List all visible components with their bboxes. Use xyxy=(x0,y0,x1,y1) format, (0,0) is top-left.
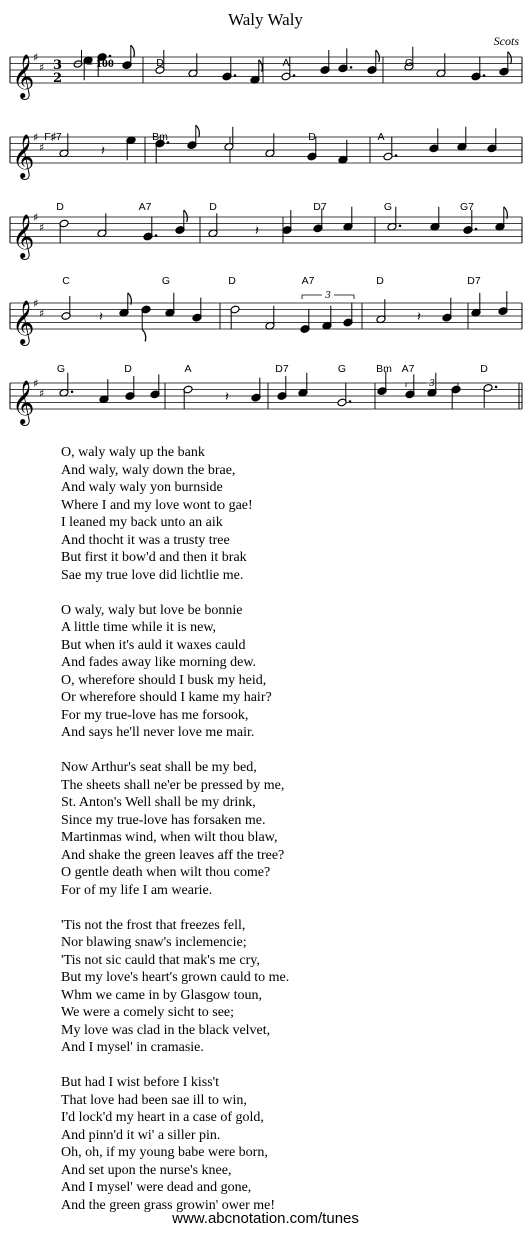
time-signature-num: 3 xyxy=(53,58,63,73)
lyric-line: And shake the green leaves aff the tree? xyxy=(61,847,285,863)
lyric-line: That love had been sae ill to win, xyxy=(61,1092,247,1108)
lyric-line: Nor blawing snaw's inclemencie; xyxy=(61,935,247,950)
lyrics xyxy=(61,444,289,1232)
chord-symbol: A7 xyxy=(301,275,315,287)
lyric-line: For my true-love has me forsook, xyxy=(61,707,249,723)
sharp-icon: ♯ xyxy=(39,140,45,154)
sharp-icon: ♯ xyxy=(33,297,39,310)
lyric-line: O gentle death when wilt thou come? xyxy=(61,865,271,880)
lyric-line: Whm we came in by Glasgow toun, xyxy=(61,987,263,1003)
chord-symbol: A7 xyxy=(138,201,152,213)
lyric-line: 'Tis not the frost that freezes fell, xyxy=(61,917,246,933)
chord-symbol: A xyxy=(282,57,290,69)
flag xyxy=(508,52,512,64)
dot xyxy=(495,386,498,389)
lyric-line: And set upon the nurse's knee, xyxy=(61,1162,232,1178)
chord-symbol: D xyxy=(124,363,132,375)
chord-symbol: G7 xyxy=(459,201,475,213)
time-signature-den: 2 xyxy=(53,71,63,86)
sharp-icon: ♯ xyxy=(39,306,45,320)
lyric-line: Now Arthur's seat shall be my bed, xyxy=(61,760,257,775)
flag xyxy=(196,125,200,137)
stanza xyxy=(61,917,289,1057)
lyric-line: A little time while it is new, xyxy=(61,620,217,635)
dot xyxy=(350,66,353,69)
quarter-rest-icon: 𝄽 xyxy=(255,224,259,239)
dot xyxy=(475,228,478,231)
chord-symbol: D xyxy=(308,131,316,143)
chord-symbol: D xyxy=(156,57,164,69)
treble-clef-icon: 𝄞 xyxy=(12,134,35,178)
stanza xyxy=(61,759,289,899)
dot xyxy=(234,74,237,77)
triplet-number: 3 xyxy=(429,379,435,389)
dot xyxy=(483,74,486,77)
lyric-line: Sae my true love did lichtlie me. xyxy=(61,567,244,583)
lyric-line: St. Anton's Well shall be my drink, xyxy=(61,795,256,810)
lyric-line: For of my life I am wearie. xyxy=(61,882,213,898)
lyric-line: I'd lock'd my heart in a case of gold, xyxy=(61,1110,264,1125)
lyric-line: And waly, waly down the brae, xyxy=(61,462,236,478)
lyric-line: And thocht it was a trusty tree xyxy=(61,532,230,548)
dot xyxy=(71,390,74,393)
chord-symbol: G xyxy=(161,275,171,287)
sharp-icon: ♯ xyxy=(33,377,39,390)
sharp-icon: ♯ xyxy=(39,386,45,400)
lyric-line: O, waly waly up the bank xyxy=(61,445,205,460)
lyric-line: I leaned my back unto an aik xyxy=(61,515,223,530)
triplet-number: 3 xyxy=(325,291,331,301)
sheet-music xyxy=(0,0,531,430)
treble-clef-icon: 𝄞 xyxy=(12,300,35,344)
lyric-line: But my love's heart's grown cauld to me. xyxy=(61,970,290,985)
sharp-icon: ♯ xyxy=(33,211,39,224)
lyric-line: But had I wist before I kiss't xyxy=(61,1075,220,1090)
chord-symbol: A xyxy=(184,363,192,375)
lyric-line: 'Tis not sic cauld that mak's me cry, xyxy=(61,952,260,968)
quarter-rest-icon: 𝄽 xyxy=(225,390,229,405)
quarter-rest-icon: 𝄽 xyxy=(99,310,103,325)
lyric-line: O, wherefore should I busk my heid, xyxy=(61,672,267,688)
chord-symbol: D xyxy=(376,275,384,287)
flag xyxy=(376,50,380,62)
staff-layer xyxy=(10,51,522,426)
lyric-line: And I mysel' in cramasie. xyxy=(61,1040,204,1055)
treble-clef-icon: 𝄞 xyxy=(12,214,35,258)
quarter-rest-icon: 𝄽 xyxy=(101,144,105,159)
sharp-icon: ♯ xyxy=(39,60,45,74)
chord-symbol: F♯7 xyxy=(44,131,62,143)
dot xyxy=(293,74,296,77)
footer-url[interactable]: www.abcnotation.com/tunes xyxy=(172,1210,359,1227)
sharp-icon: ♯ xyxy=(39,220,45,234)
dot xyxy=(399,224,402,227)
lyric-line: Where I and my love wont to gae! xyxy=(61,497,253,513)
flag xyxy=(131,45,135,57)
flag xyxy=(142,330,146,342)
chord-symbol: Bm xyxy=(376,363,392,375)
triplet-bracket xyxy=(302,291,354,301)
staff-system xyxy=(10,211,522,260)
lyric-line: And fades away like morning dew. xyxy=(61,655,257,670)
chord-symbol: D xyxy=(56,201,64,213)
tempo-text: = 100 xyxy=(86,56,114,70)
lyric-line: Oh, oh, if my young babe were born, xyxy=(61,1145,268,1160)
chord-symbol: D7 xyxy=(313,201,327,213)
chord-symbol: A xyxy=(377,131,385,143)
note-group xyxy=(59,371,497,409)
lyric-line: And waly waly yon burnside xyxy=(61,480,223,495)
lyric-line: And I mysel' were dead and gone, xyxy=(61,1180,252,1195)
chord-symbol: D xyxy=(480,363,488,375)
stanza xyxy=(61,444,289,584)
dot xyxy=(349,400,352,403)
chord-symbol: G xyxy=(56,363,66,375)
quarter-rest-icon: 𝄽 xyxy=(417,310,421,325)
chord-symbol: G xyxy=(337,363,347,375)
chord-symbol: Bm xyxy=(152,131,168,143)
dot xyxy=(395,154,398,157)
stanza xyxy=(61,602,289,742)
lyric-line: And says he'll never love me mair. xyxy=(61,725,255,740)
chord-symbol: C xyxy=(62,275,70,287)
lyric-line: And the green grass growin' ower me! xyxy=(61,1197,276,1213)
lyric-line: And pinn'd it wi' a siller pin. xyxy=(61,1127,221,1143)
chord-symbol: D7 xyxy=(275,363,289,375)
dot xyxy=(155,234,158,237)
sharp-icon: ♯ xyxy=(33,51,39,64)
lyric-line: O waly, waly but love be bonnie xyxy=(61,602,243,618)
chord-symbol: A7 xyxy=(401,363,415,375)
treble-clef-icon: 𝄞 xyxy=(12,54,35,98)
lyric-line: Since my true-love has forsaken me. xyxy=(61,812,266,828)
chord-symbol: D7 xyxy=(467,275,481,287)
lyric-line: But when it's auld it waxes cauld xyxy=(61,637,246,653)
chord-symbol: G xyxy=(383,201,393,213)
treble-clef-icon: 𝄞 xyxy=(12,380,35,424)
stanza xyxy=(61,1074,289,1214)
tune-title: Waly Waly xyxy=(228,10,303,29)
lyric-line: The sheets shall ne'er be pressed by me, xyxy=(61,777,285,793)
chord-symbol: D xyxy=(209,201,217,213)
lyric-line: Or wherefore should I kame my hair? xyxy=(61,690,272,705)
note-group xyxy=(59,125,497,164)
composer: Scots xyxy=(493,34,519,48)
note-group xyxy=(83,45,511,84)
lyric-line: Martinmas wind, when wilt thou blaw, xyxy=(61,830,278,845)
lyric-line: My love was clad in the black velvet, xyxy=(61,1022,271,1038)
chord-symbol: G xyxy=(404,57,414,69)
staff-system xyxy=(10,297,522,346)
tempo-marking xyxy=(73,50,114,70)
staff-system xyxy=(10,377,522,426)
sharp-icon: ♯ xyxy=(33,131,39,144)
chord-symbol: D xyxy=(228,275,236,287)
lyric-line: We were a comely sicht to see; xyxy=(61,1005,235,1020)
note-layer xyxy=(56,45,511,409)
lyric-line: But first it bow'd and then it brak xyxy=(61,550,247,565)
flag xyxy=(184,210,188,222)
